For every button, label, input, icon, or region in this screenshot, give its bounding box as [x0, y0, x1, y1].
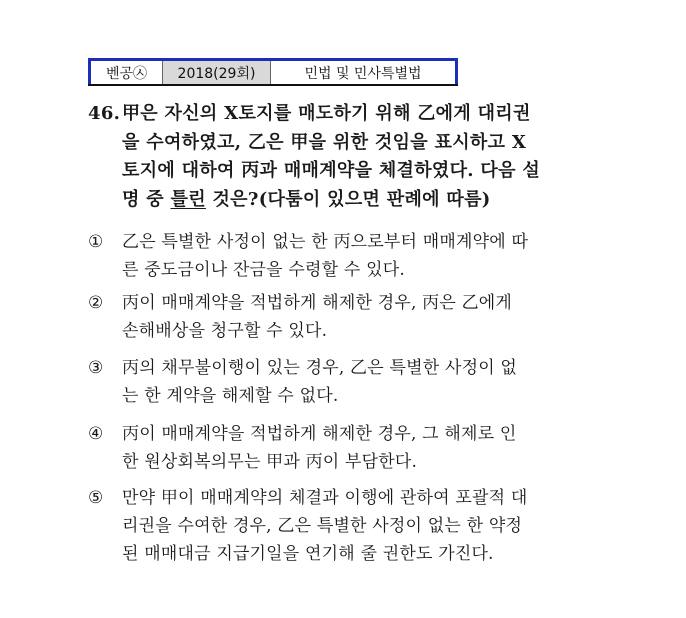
answer-choice-3[interactable]: [88, 354, 608, 410]
question-number: 46.: [88, 103, 121, 124]
choice-line: [88, 354, 608, 382]
question-line-1: [88, 100, 608, 129]
choice-line: 손해배상을 청구할 수 있다.: [122, 321, 328, 341]
choice-marker: ⑤: [88, 488, 104, 508]
header-exam-year: 2018(29회): [163, 61, 271, 84]
choice-line: 된 매매대금 지급기일을 연기해 줄 권한도 가진다.: [122, 544, 494, 564]
choice-marker: ①: [88, 232, 104, 252]
answer-choice-4[interactable]: [88, 420, 608, 476]
question-line-3: 토지에 대하여 丙과 매매계약을 체결하였다. 다음 설: [122, 160, 541, 181]
choice-marker: ②: [88, 293, 104, 313]
choice-text: 乙은 특별한 사정이 없는 한 丙으로부터 매매계약에 따: [122, 232, 529, 252]
choice-line: [88, 484, 608, 512]
question-text-fragment: 것은?(다툼이 있으면 판례에 따름): [205, 188, 491, 210]
header-divider: [88, 84, 458, 86]
exam-header-tabs: [88, 58, 458, 84]
choice-line: 는 한 계약을 해제할 수 없다.: [122, 386, 339, 406]
header-brand: 벤공㉦: [91, 61, 163, 84]
question-line-4: [88, 186, 608, 215]
question-text-fragment: 명 중: [122, 188, 171, 210]
question-underlined-word: 틀린: [170, 188, 206, 210]
header-subject: 민법 및 민사특별법: [304, 65, 422, 82]
answer-choice-5[interactable]: [88, 484, 608, 568]
choice-line: [88, 420, 608, 448]
choice-text: 丙이 매매계약을 적법하게 해제한 경우, 丙은 乙에게: [122, 293, 513, 313]
choice-text: 丙의 채무불이행이 있는 경우, 乙은 특별한 사정이 없: [122, 358, 518, 378]
choice-line: [88, 228, 608, 256]
choice-text: 만약 甲이 매매계약의 체결과 이행에 관하여 포괄적 대: [122, 488, 528, 508]
choice-marker: ③: [88, 358, 104, 378]
question-line-2: 을 수여하였고, 乙은 甲을 위한 것임을 표시하고 X: [122, 131, 527, 153]
question-stem: [88, 100, 608, 214]
choice-line: 른 중도금이나 잔금을 수령할 수 있다.: [122, 260, 405, 280]
answer-choice-1[interactable]: [88, 228, 608, 284]
question-text-line: 甲은 자신의 X토지를 매도하기 위해 乙에게 대리권: [122, 103, 531, 124]
choice-text: 丙이 매매계약을 적법하게 해제한 경우, 그 해제로 인: [122, 424, 517, 444]
choice-line: 리권을 수여한 경우, 乙은 특별한 사정이 없는 한 약정: [122, 516, 523, 536]
choice-line: [88, 289, 608, 317]
choice-line: 한 원상회복의무는 甲과 丙이 부담한다.: [122, 452, 418, 472]
answer-choice-2[interactable]: [88, 289, 608, 345]
choice-marker: ④: [88, 424, 104, 444]
